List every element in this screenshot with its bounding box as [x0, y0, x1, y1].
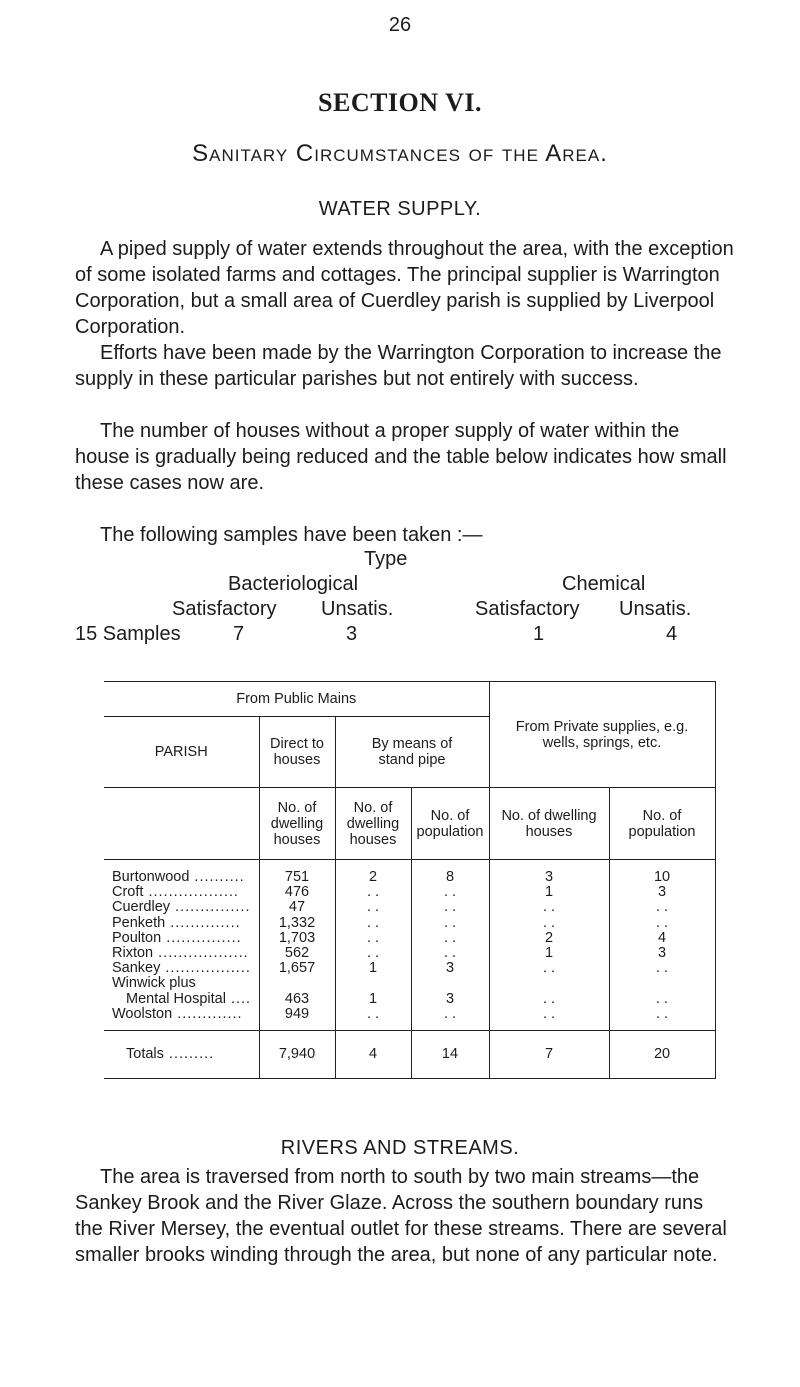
water-paragraph-2: Efforts have been made by the Warrington Corporation to increase the supply in these particular parishes but not entirely with success.	[75, 342, 722, 390]
rivers-heading: RIVERS AND STREAMS.	[280, 1137, 520, 1159]
table-row: Winwick plus	[112, 975, 196, 992]
water-supply-heading: WATER SUPPLY.	[318, 198, 482, 220]
water-paragraph-3: The number of houses without a proper supply of water within the house is gradually being reduced and the table below indicates how small these cases now are.	[75, 420, 727, 494]
table-row: Croft ..................	[112, 884, 239, 901]
totals-standpipe-houses: 4	[335, 1031, 411, 1079]
page-number: 26	[388, 14, 412, 36]
table-row: Rixton ..................	[112, 945, 249, 962]
standpipe-dwelling-houses-header: No. of dwelling houses	[335, 788, 411, 860]
samples-bact-satisfactory-value: 7	[233, 623, 245, 645]
private-dwelling-houses-header: No. of dwelling houses	[489, 788, 609, 860]
totals-private-population: 20	[609, 1031, 715, 1079]
totals-standpipe-population: 14	[411, 1031, 489, 1079]
samples-bact-unsatis: Unsatis.	[321, 598, 394, 620]
standpipe-population-header: No. of population	[411, 788, 489, 860]
table-row: Cuerdley ...............	[112, 899, 251, 916]
samples-chem-satisfactory-value: 1	[533, 623, 545, 645]
samples-chem-unsatis: Unsatis.	[619, 598, 692, 620]
private-supplies-header: From Private supplies, e.g. wells, springs, etc.	[489, 682, 715, 788]
table-row: Sankey .................	[112, 960, 251, 977]
water-supply-table: From Public Mains From Private supplies, e.g. wells, springs, etc. PARISH Direct to houses By means of stand pipe No. of dwelling houses No. of dwelling houses No. of population No. of dwelling houses No. of population Burtonwood .......... Croft .................. Cuerdley ............... Penketh .............. Poulton ............... Rixton .................. Sankey ................. Winwick plus Mental Hospital .... Woolston ............. 751 476 47 1,332 1,703 562 1,657 463 949 2 . . . . . . . . . . 1 1 . . 8 . . . . . . . . . . 3 3 . . 3 1 . . . . 2 1 . . . . . . 10 3 . . . . 4 3 . . . . . . Totals ......... 7,940 4 14 7 20	[104, 681, 716, 1079]
samples-bact-satisfactory: Satisfactory	[172, 598, 277, 620]
private-population-header: No. of population	[609, 788, 715, 860]
direct-to-houses-header: Direct to houses	[259, 717, 335, 788]
table-row: Burtonwood ..........	[112, 869, 245, 885]
water-paragraph-1: A piped supply of water extends throughout the area, with the exception of some isolated farms and cottages. The principal supplier is Warrington Corporation, but a small area of Cuerdley parish is supplied by Liverpool Corporation.	[75, 238, 734, 338]
table-row: Penketh ..............	[112, 914, 241, 931]
table-row: Woolston .............	[112, 1005, 243, 1022]
samples-chemical-label: Chemical	[562, 573, 646, 595]
page-subtitle: Sanitary Circumstances of the Area.	[192, 140, 608, 167]
samples-row-label: 15 Samples	[75, 623, 181, 645]
rivers-paragraph: The area is traversed from north to south by two main streams—the Sankey Brook and the River Glaze. Across the southern boundary runs the River Mersey, the eventual outlet for these streams. There are several smaller brooks winding through the area, but none of any particular note.	[75, 1166, 727, 1266]
totals-direct: 7,940	[259, 1031, 335, 1079]
totals-private-houses: 7	[489, 1031, 609, 1079]
parish-header: PARISH	[104, 717, 259, 788]
totals-row-label: Totals .........	[126, 1045, 215, 1062]
section-title: SECTION VI.	[318, 88, 482, 117]
samples-chem-satisfactory: Satisfactory	[475, 598, 580, 620]
samples-bact-unsatis-value: 3	[346, 623, 358, 645]
direct-dwelling-houses-header: No. of dwelling houses	[259, 788, 335, 860]
samples-chem-unsatis-value: 4	[666, 623, 678, 645]
public-mains-header: From Public Mains	[236, 691, 357, 707]
water-paragraph-4: The following samples have been taken :—	[100, 524, 483, 546]
stand-pipe-header: By means of stand pipe	[335, 717, 489, 788]
table-row: Mental Hospital ....	[126, 990, 252, 1007]
table-row: Poulton ...............	[112, 929, 242, 946]
samples-bacteriological-label: Bacteriological	[228, 573, 359, 595]
samples-type-label: Type	[364, 548, 408, 570]
